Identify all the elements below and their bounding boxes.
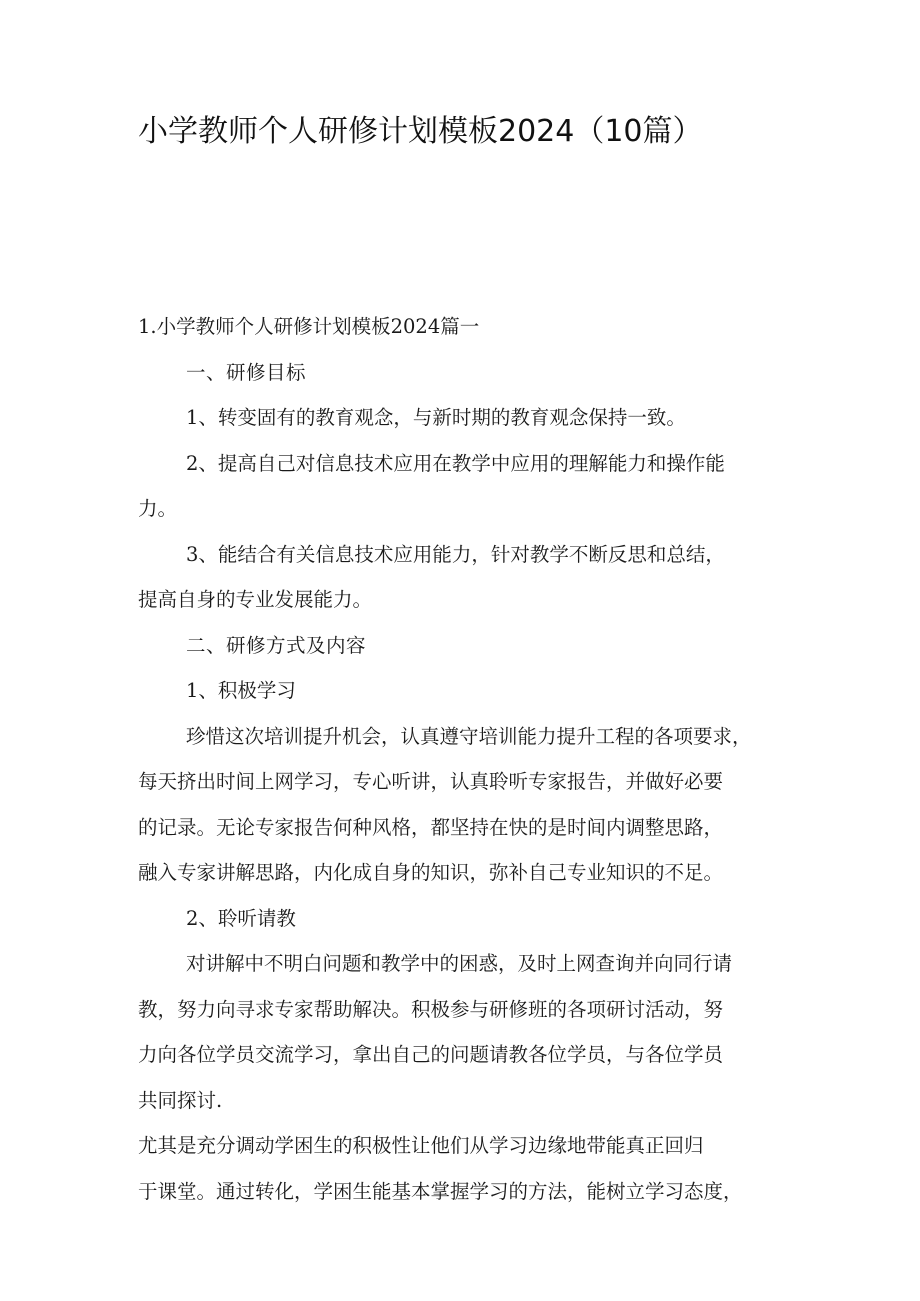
paragraph-line: 每天挤出时间上网学习，专心听讲，认真聆听专家报告，并做好必要 [138, 770, 724, 793]
paragraph-line: 于课堂。通过转化，学困生能基本掌握学习的方法，能树立学习态度， [138, 1179, 743, 1203]
paragraph-line: 的记录。无论专家报告何种风格，都坚持在快的是时间内调整思路， [138, 815, 724, 839]
heading-goals: 一、研修目标 [186, 360, 307, 384]
paragraph-line: 力向各位学员交流学习，拿出自己的问题请教各位学员，与各位学员 [138, 1043, 724, 1066]
paragraph-line: 力。 [138, 497, 178, 520]
paragraph-line: 珍惜这次培训提升机会，认真遵守培训能力提升工程的各项要求， [186, 724, 752, 748]
paragraph-line: 1、转变固有的教育观念，与新时期的教育观念保持一致。 [186, 406, 686, 429]
paragraph-line: 教，努力向寻求专家帮助解决。积极参与研修班的各项研讨活动，努 [138, 997, 724, 1021]
paragraph-line: 尤其是充分调动学困生的积极性让他们从学习边缘地带能真正回归 [138, 1134, 704, 1157]
document-body [138, 316, 788, 1214]
heading-methods: 二、研修方式及内容 [186, 633, 367, 657]
paragraph-line: 3、能结合有关信息技术应用能力，针对教学不断反思和总结， [186, 542, 725, 566]
subheading-listen-ask: 2、聆听请教 [186, 906, 296, 930]
document-title: 小学教师个人研修计划模板2024（10篇） [138, 114, 703, 149]
paragraph-line: 对讲解中不明白问题和教学中的困惑，及时上网查询并向同行请 [186, 952, 733, 975]
paragraph-line: 融入专家讲解思路，内化成自身的知识，弥补自己专业知识的不足。 [138, 861, 724, 884]
paragraph-line: 提高自身的专业发展能力。 [138, 588, 373, 611]
paragraph-line: 2、提高自己对信息技术应用在教学中应用的理解能力和操作能 [186, 451, 725, 475]
subheading-active-learning: 1、积极学习 [186, 679, 296, 702]
paragraph-line: 共同探讨. [138, 1088, 223, 1112]
section-title: 1.小学教师个人研修计划模板2024篇一 [138, 315, 480, 338]
